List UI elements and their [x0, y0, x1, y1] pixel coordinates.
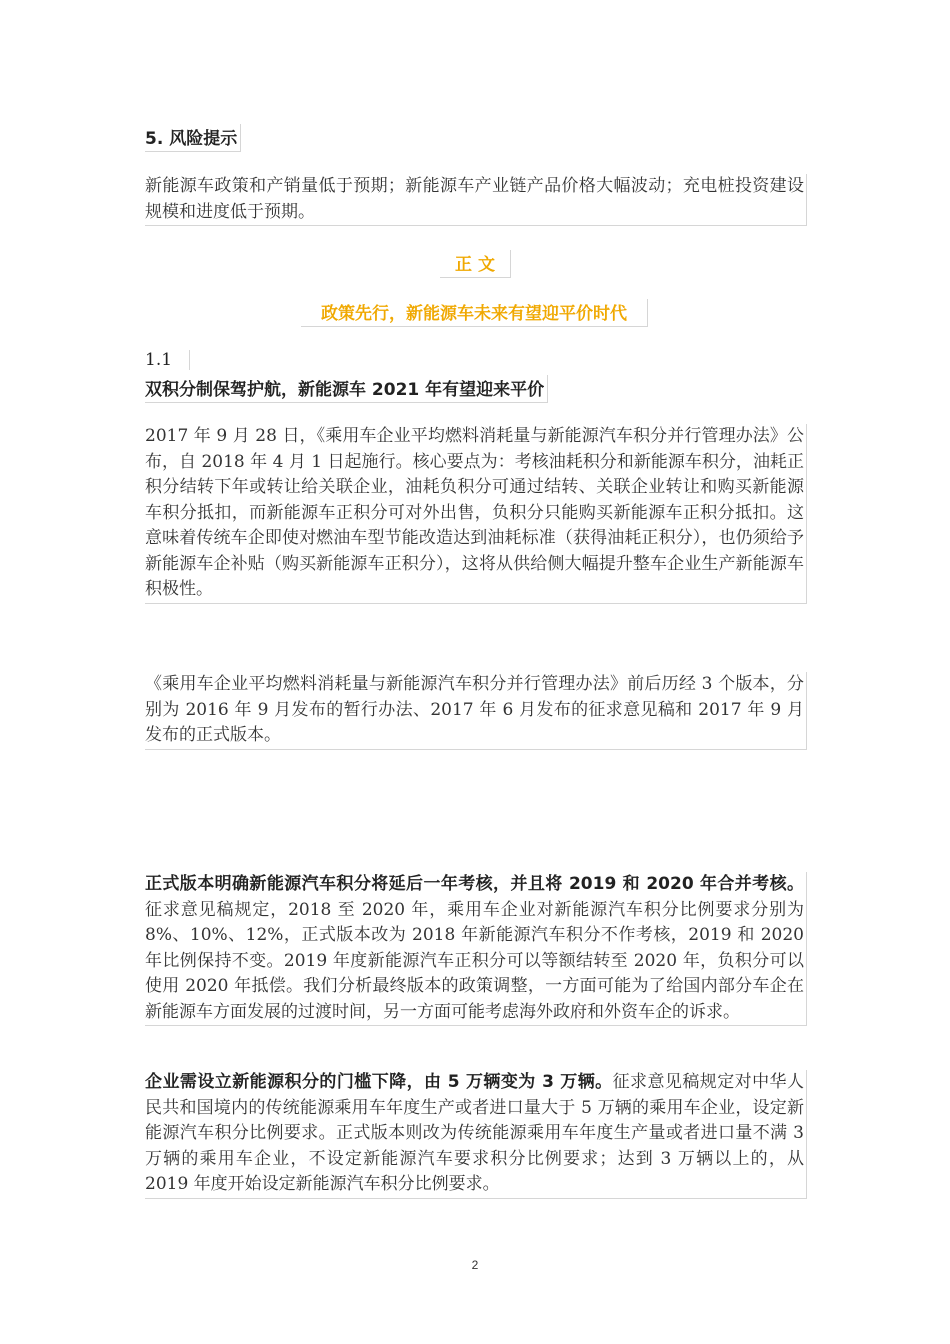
section-number: 1.1: [145, 350, 190, 370]
section-title: 双积分制保驾护航，新能源车 2021 年有望迎来平价: [145, 375, 548, 403]
paragraph-3: [145, 872, 807, 1026]
main-subtitle: 政策先行，新能源车未来有望迎平价时代: [301, 299, 648, 327]
paragraph-2: 《乘用车企业平均燃料消耗量与新能源汽车积分并行管理办法》前后历经 3 个版本，分别为 2016 年 9 月发布的暂行办法、2017 年 6 月发布的征求意见稿和 2017 年 9 月发布的正式版本。: [145, 672, 807, 750]
paragraph-4-body: 征求意见稿规定对中华人民共和国境内的传统能源乘用车年度生产或者进口量大于 5 万辆的乘用车企业，设定新能源汽车积分比例要求。正式版本则改为传统能源乘用车年度生产量或者进口量不满 3 万辆的乘用车企业，不设定新能源汽车要求积分比例要求；达到 3 万辆以上的，从 2019 年度开始设定新能源汽车积分比例要求。: [145, 1072, 804, 1194]
paragraph-3-body: 征求意见稿规定，2018 至 2020 年，乘用车企业对新能源汽车积分比例要求分别为 8%、10%、12%，正式版本改为 2018 年新能源汽车积分不作考核，2019 和 2020 年比例保持不变。2019 年度新能源汽车正积分可以等额结转至 2020 年，负积分可以使用 2020 年抵偿。我们分析最终版本的政策调整，一方面可能为了给国内部分车企在新能源车方面发展的过渡时间，另一方面可能考虑海外政府和外资车企的诉求。: [145, 899, 804, 1022]
main-title: 正 文: [440, 250, 511, 278]
paragraph-4: [145, 1070, 807, 1199]
paragraph-3-lead: 正式版本明确新能源汽车积分将延后一年考核，并且将 2019 和 2020 年合并考核。: [145, 874, 804, 894]
risk-text: 新能源车政策和产销量低于预期；新能源车产业链产品价格大幅波动；充电桩投资建设规模和进度低于预期。: [145, 174, 807, 226]
paragraph-4-lead: 企业需设立新能源积分的门槛下降，由 5 万辆变为 3 万辆。: [145, 1072, 613, 1092]
page-number: 2: [471, 1258, 479, 1272]
risk-heading: 5. 风险提示: [145, 124, 241, 152]
paragraph-1: 2017 年 9 月 28 日，《乘用车企业平均燃料消耗量与新能源汽车积分并行管理办法》公布，自 2018 年 4 月 1 日起施行。核心要点为：考核油耗积分和新能源车积分，油耗正积分结转下年或转让给关联企业，油耗负积分可通过结转、关联企业转让和购买新能源车积分抵扣，而新能源车正积分可对外出售，负积分只能购买新能源车正积分抵扣。这意味着传统车企即使对燃油车型节能改造达到油耗标准（获得油耗正积分），也仍须给予新能源车企补贴（购买新能源车正积分），这将从供给侧大幅提升整车企业生产新能源车积极性。: [145, 424, 807, 604]
